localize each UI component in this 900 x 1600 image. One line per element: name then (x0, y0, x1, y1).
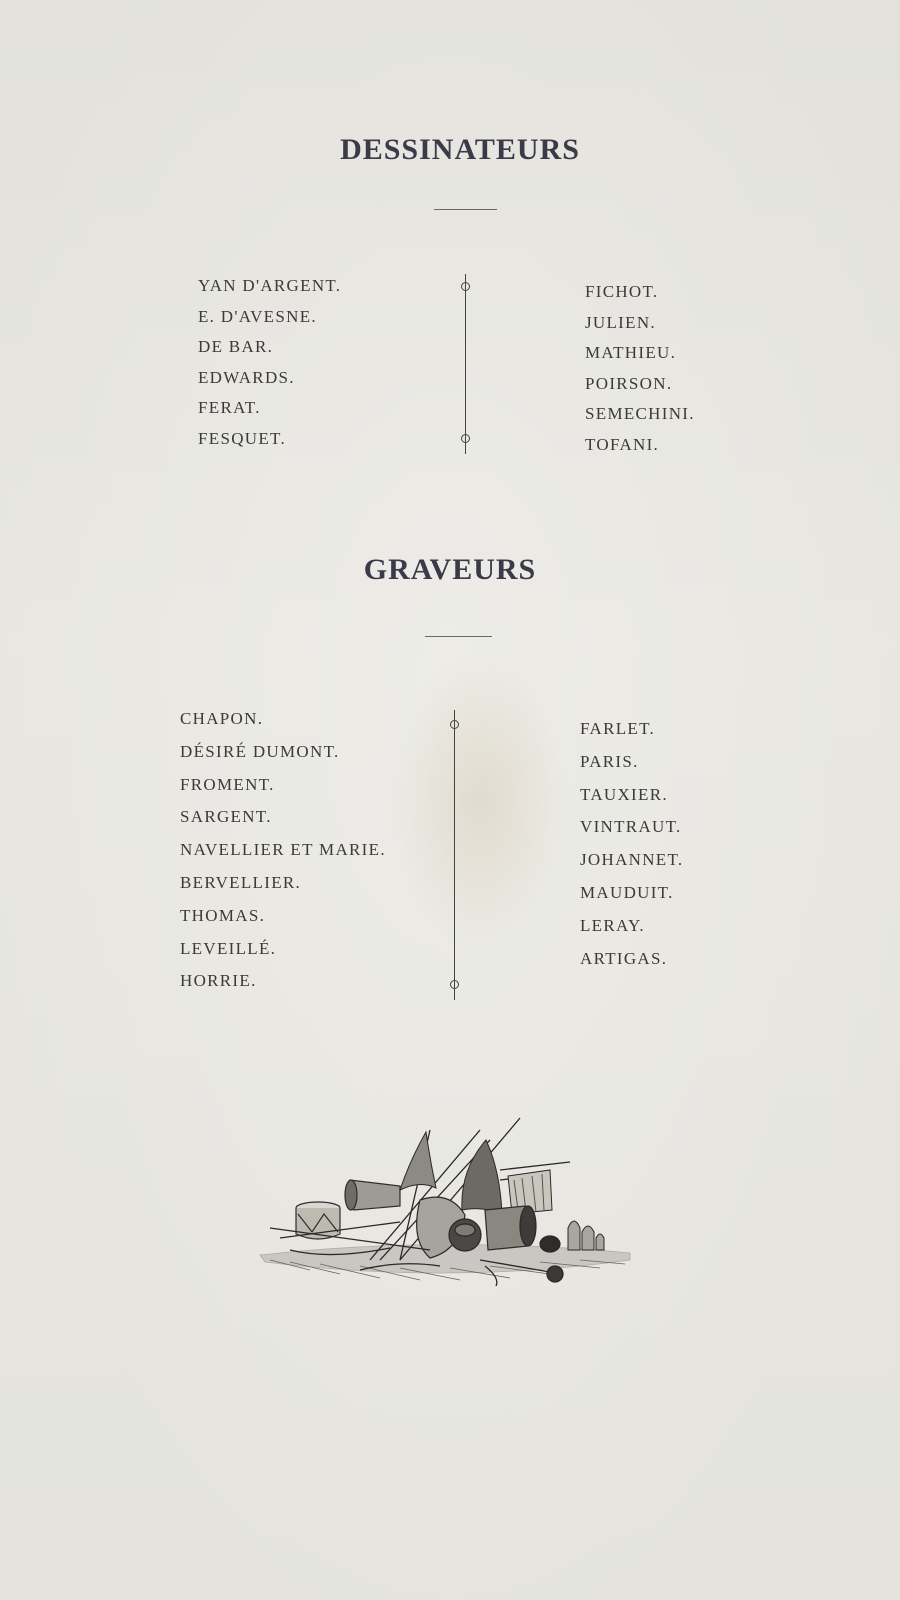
dessinateurs-rule (434, 209, 497, 210)
graveur-name: SARGENT. (180, 807, 272, 827)
dessinateurs-heading: DESSINATEURS (340, 133, 580, 166)
graveur-name: VINTRAUT. (580, 817, 682, 837)
dessinateur-name: FICHOT. (585, 282, 659, 301)
graveur-name: MAUDUIT. (580, 882, 674, 902)
graveurs-left-column (180, 703, 386, 998)
graveur-name: ARTIGAS. (580, 948, 668, 968)
dessinateur-name: MATHIEU. (585, 343, 677, 362)
dessinateur-name: JULIEN. (585, 312, 656, 332)
graveur-name: THOMAS. (180, 905, 266, 925)
divider-line (465, 274, 466, 454)
graveurs-divider (449, 710, 461, 1000)
dessinateur-name: FERAT. (198, 398, 261, 417)
dessinateur-name: YAN D'ARGENT. (198, 276, 342, 295)
graveur-name: JOHANNET. (580, 850, 684, 870)
divider-line (454, 710, 455, 1000)
divider-ring-top-icon (461, 282, 470, 291)
graveur-name: PARIS. (580, 751, 639, 771)
dessinateur-name: SEMECHINI. (585, 404, 695, 423)
graveur-name: DÉSIRÉ DUMONT. (180, 741, 340, 761)
graveur-name: LEVEILLÉ. (180, 938, 277, 958)
graveur-name: CHAPON. (180, 709, 264, 728)
graveur-name: TAUXIER. (580, 784, 668, 804)
divider-ring-bottom-icon (450, 980, 459, 989)
dessinateur-name: EDWARDS. (198, 367, 295, 387)
dessinateur-name: DE BAR. (198, 337, 274, 356)
divider-ring-bottom-icon (461, 434, 470, 443)
dessinateur-name: E. D'AVESNE. (198, 306, 317, 326)
graveur-name: NAVELLIER ET MARIE. (180, 840, 386, 860)
dessinateurs-left-column (198, 271, 341, 454)
dessinateurs-divider (460, 274, 472, 454)
dessinateurs-right-column (585, 277, 695, 460)
graveur-name: FROMENT. (180, 774, 275, 794)
graveurs-heading: GRAVEURS (363, 553, 537, 586)
dessinateur-name: FESQUET. (198, 428, 287, 448)
graveur-name: FARLET. (580, 719, 656, 738)
graveurs-rule (425, 636, 492, 637)
graveur-name: BERVELLIER. (180, 872, 302, 892)
graveurs-right-column (580, 713, 683, 975)
divider-ring-top-icon (450, 720, 459, 729)
graveur-name: LERAY. (580, 915, 645, 935)
military-trophy-vignette-icon (250, 1110, 640, 1320)
graveur-name: HORRIE. (180, 971, 257, 991)
dessinateur-name: TOFANI. (585, 434, 660, 454)
dessinateur-name: POIRSON. (585, 373, 673, 393)
